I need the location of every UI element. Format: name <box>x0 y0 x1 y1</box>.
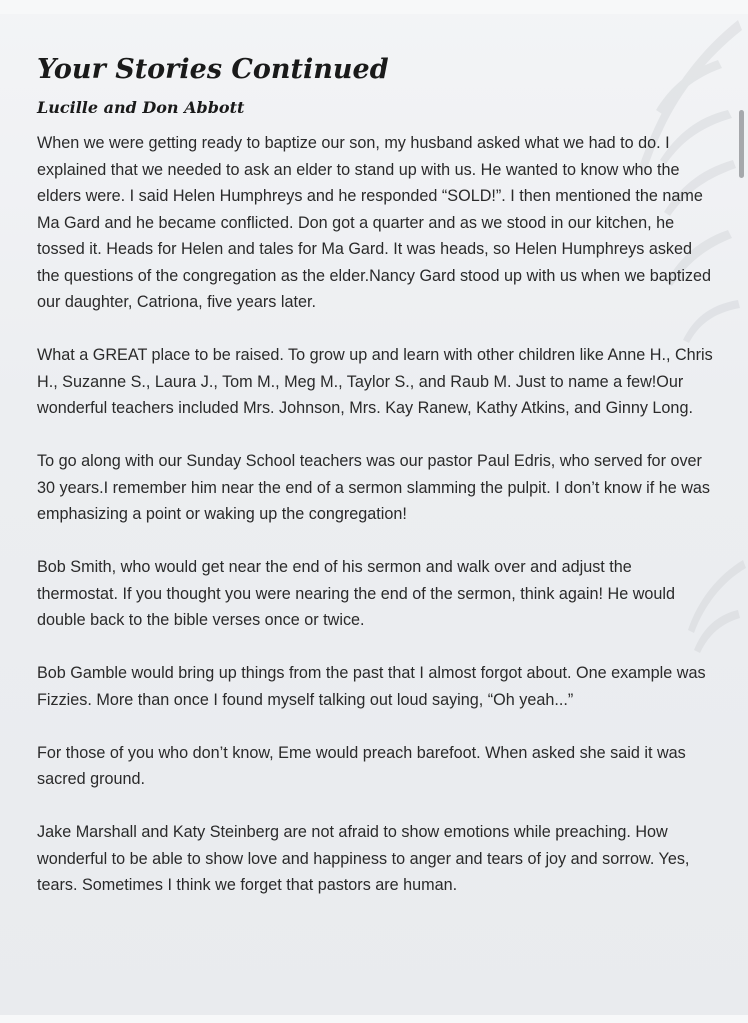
bottom-edge <box>0 1015 748 1023</box>
story-paragraph-paul-edris: To go along with our Sunday School teachers was our pastor Paul Edris, who served for over 30 years.I remember him near the end of a sermon slamming the pulpit. I don’t know if he was emphasizing a point or waking up the congregation! <box>37 452 711 523</box>
top-edge <box>0 0 748 14</box>
scrollbar-thumb[interactable] <box>739 110 744 178</box>
story-paragraph-bob-smith: Bob Smith, who would get near the end of his sermon and walk over and adjust the thermostat. If you thought you were nearing the end of the sermon, think again! He would double back to the bible verses once or twice. <box>37 558 675 629</box>
story-paragraph-baptism: When we were getting ready to baptize our son, my husband asked what we had to do. I explained that we needed to ask an elder to stand up with us. He wanted to know who the elders were. I said Helen Humphreys and he responded “SOLD!”. I then mentioned the name Ma Gard and he became conflicted. Don got a quarter and as we stood in our kitchen, he tossed it. Heads for Helen and tales for Ma Gard. It was heads, so Helen Humphreys asked the questions of the congregation as the elder.Nancy Gard stood up with us when we baptized our daughter, Catriona, five years later. <box>37 134 712 311</box>
story-author-heading: Lucille and Don Abbott <box>37 98 245 117</box>
story-paragraph-jake-katy: Jake Marshall and Katy Steinberg are not afraid to show emotions while preaching. How wonderful to be able to show love and happiness to anger and tears of joy and sorrow. Yes, tears. Sometimes I think we forget that pastors are human. <box>37 823 690 894</box>
page-title: Your Stories Continued <box>37 54 389 85</box>
story-paragraph-eme: For those of you who don’t know, Eme would preach barefoot. When asked she said it was sacred ground. <box>37 743 686 788</box>
story-paragraph-great-place: What a GREAT place to be raised. To grow up and learn with other children like Anne H., Chris H., Suzanne S., Laura J., Tom M., Meg M., Taylor S., and Raub M. Just to name a few!Our wonderful teachers included Mrs. Johnson, Mrs. Kay Ranew, Kathy Atkins, and Ginny Long. <box>37 346 713 417</box>
story-paragraph-bob-gamble: Bob Gamble would bring up things from the past that I almost forgot about. One example was Fizzies. More than once I found myself talking out loud saying, “Oh yeah...” <box>37 664 706 709</box>
article-content <box>37 40 713 925</box>
